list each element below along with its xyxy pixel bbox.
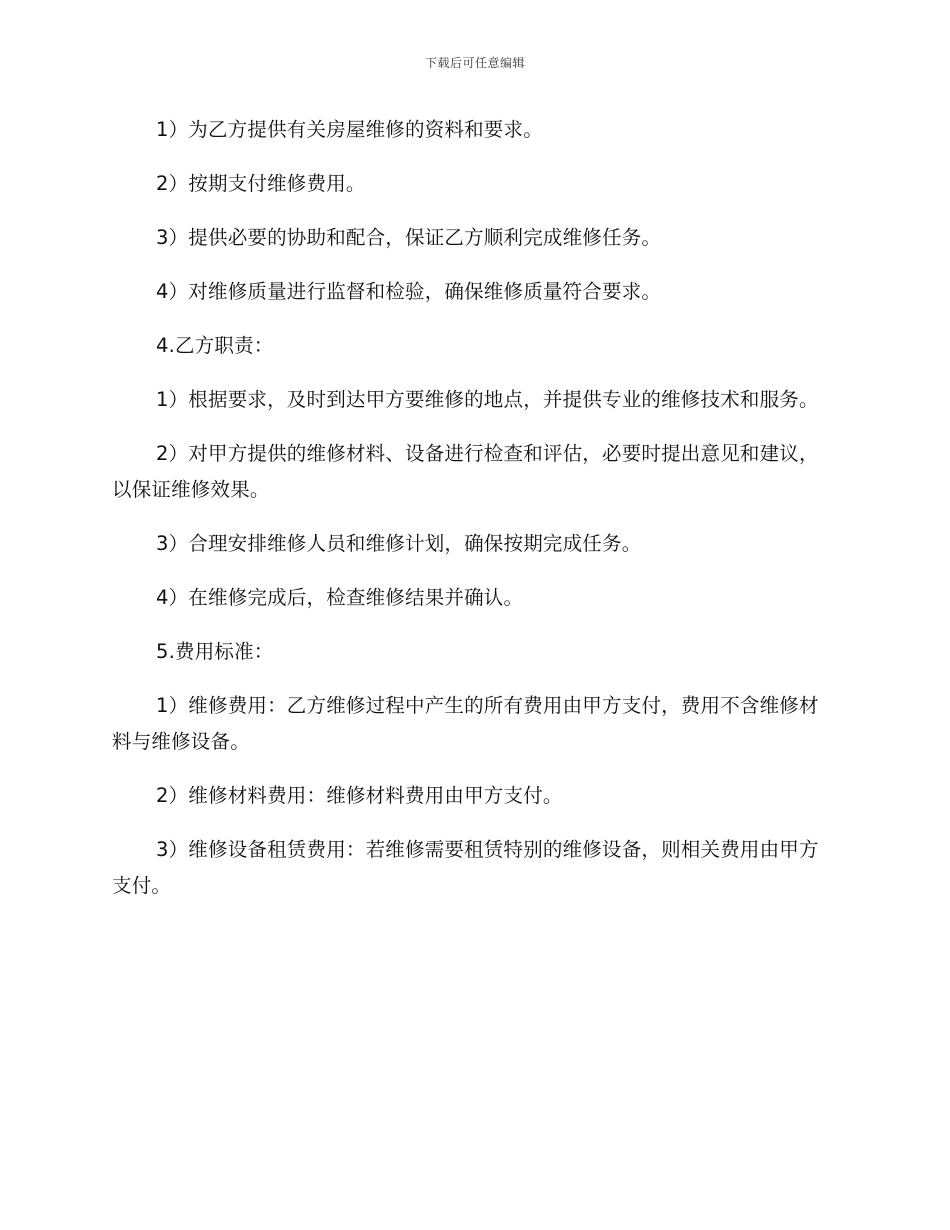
paragraph-fee-2: 2）维修材料费用：维修材料费用由甲方支付。 [156,784,563,807]
paragraph-party-b-duty-4: 4）在维修完成后，检查维修结果并确认。 [156,586,524,609]
paragraph-fee-1: 1）维修费用：乙方维修过程中产生的所有费用由甲方支付，费用不含维修材料与维修设备。 [112,694,819,753]
document-body [112,112,824,922]
paragraph-fee-3: 3）维修设备租赁费用：若维修需要租赁特别的维修设备，则相关费用由甲方支付。 [112,838,819,897]
paragraph-party-b-duty-2: 2）对甲方提供的维修材料、设备进行检查和评估，必要时提出意见和建议，以保证维修效果。 [112,442,819,501]
paragraph-party-b-duty-3: 3）合理安排维修人员和维修计划，确保按期完成任务。 [156,532,642,555]
section-heading-party-b-duties: 4.乙方职责： [156,334,274,357]
section-heading-fee-standards: 5.费用标准： [156,640,274,663]
paragraph-party-b-duty-1: 1）根据要求，及时到达甲方要维修的地点，并提供专业的维修技术和服务。 [156,388,819,411]
paragraph-party-a-duty-1: 1）为乙方提供有关房屋维修的资料和要求。 [156,118,543,141]
paragraph-party-a-duty-3: 3）提供必要的协助和配合，保证乙方顺利完成维修任务。 [156,226,662,249]
header-note: 下载后可任意编辑 [424,56,525,70]
paragraph-party-a-duty-4: 4）对维修质量进行监督和检验，确保维修质量符合要求。 [156,280,662,303]
paragraph-party-a-duty-2: 2）按期支付维修费用。 [156,172,366,195]
